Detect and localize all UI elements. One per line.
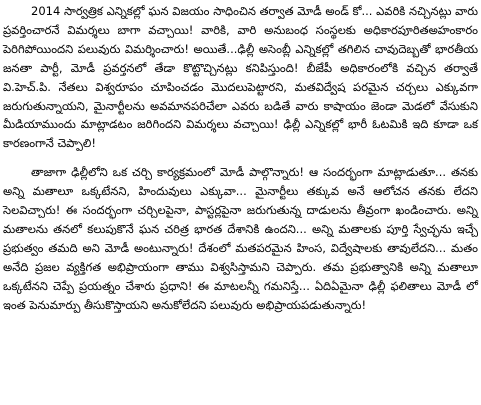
paragraph-spacer: [3, 153, 478, 163]
article-paragraph-1: 2014 సార్వత్రిక ఎన్నికల్లో ఘన విజయం సాధించిన తర్వాత మోడీ అండ్ కో... ఎవరికి నచ్చినట్లు వారు ప్రవర్తించారనే విమర్శలు బాగా వచ్చాయి! వారికి, వారి అనుబంధ సంస్థలకు అధికారపూరితఅహంకారం పెరిగిపోయిందని పలువురు విమర్శించారు! అయితే...ఢిల్లీ అసెంబ్లీ ఎన్నికల్లో తగిలిన చావుదెబ్బతో భారతీయ జనతా పార్టీ, మోడీ ప్రవర్తనలో తేడా కొట్టొచ్చినట్లు కనిపిస్తుంది! బీజేపీ అధికారంలోకి వచ్చిన తర్వాతే వి.హెచ్.పి. నేతలు విశ్వరూపం చూపించడం మొదలుపెట్టారని, మతవిద్వేష పరమైన చర్చలు ఎక్కువగా జరుగుతున్నాయని, మైనార్టీలను అవమానపరిచేలా ఎవరు బడితే వారు కాషాయం జెండా మెడలో వేసుకుని మీడియాముందు మాట్లాడటం జరిగిందని విమర్శలు వచ్చాయి! ఢిల్లీ ఎన్నికల్లో భారీ ఓటమికి ఇది కూడా ఒక కారణంగానే చెప్పాలి!: [3, 4, 478, 151]
article-paragraph-2: తాజాగా ఢిల్లీలోని ఒక చర్చి కార్యక్రమంలో మోడీ పాల్గొన్నారు! ఆ సందర్భంగా మాట్లాడుతూ... తనకు అన్ని మతాలూ ఒక్కటేనని, హిందువులు ఎక్కువా... మైనార్టీలు తక్కువ అనే ఆలోచన తనకు లేదని సెలవిచ్చారు! ఈ సందర్భంగా చర్చిలపైనా, పాస్టర్లపైనా జరుగుతున్న దాడులను తీవ్రంగా ఖండించారు. అన్ని మతాలను తనలో కలుపుకొనే ఘన చరిత్ర భారత దేశానికి ఉందని... అన్ని మతాలకు పూర్తి స్వేచ్ఛను ఇచ్చే ప్రభుత్వం తమది అని మోడీ అంటున్నారు! దేశంలో మతపరమైన హింస, విద్వేషాలకు తావులేదని... మతం అనేది ప్రజల వ్యక్తిగత అభిప్రాయంగా తాము విశ్వసిస్తామని చెప్పారు. తమ ప్రభుత్వానికి అన్ని మతాలూ ఒక్కటేనని చెప్పే ప్రయత్నం చేశారు ప్రధాని! ఈ మాటలన్నీ గమనిస్తే... ఏదిఏమైనా ఢిల్లీ ఫలితాలు మోడీ లో ఇంత పెనుమార్పు తీసుకొస్తాయని అనుకోలేదని పలువురు అభిప్రాయపడుతున్నారు!: [3, 165, 478, 312]
